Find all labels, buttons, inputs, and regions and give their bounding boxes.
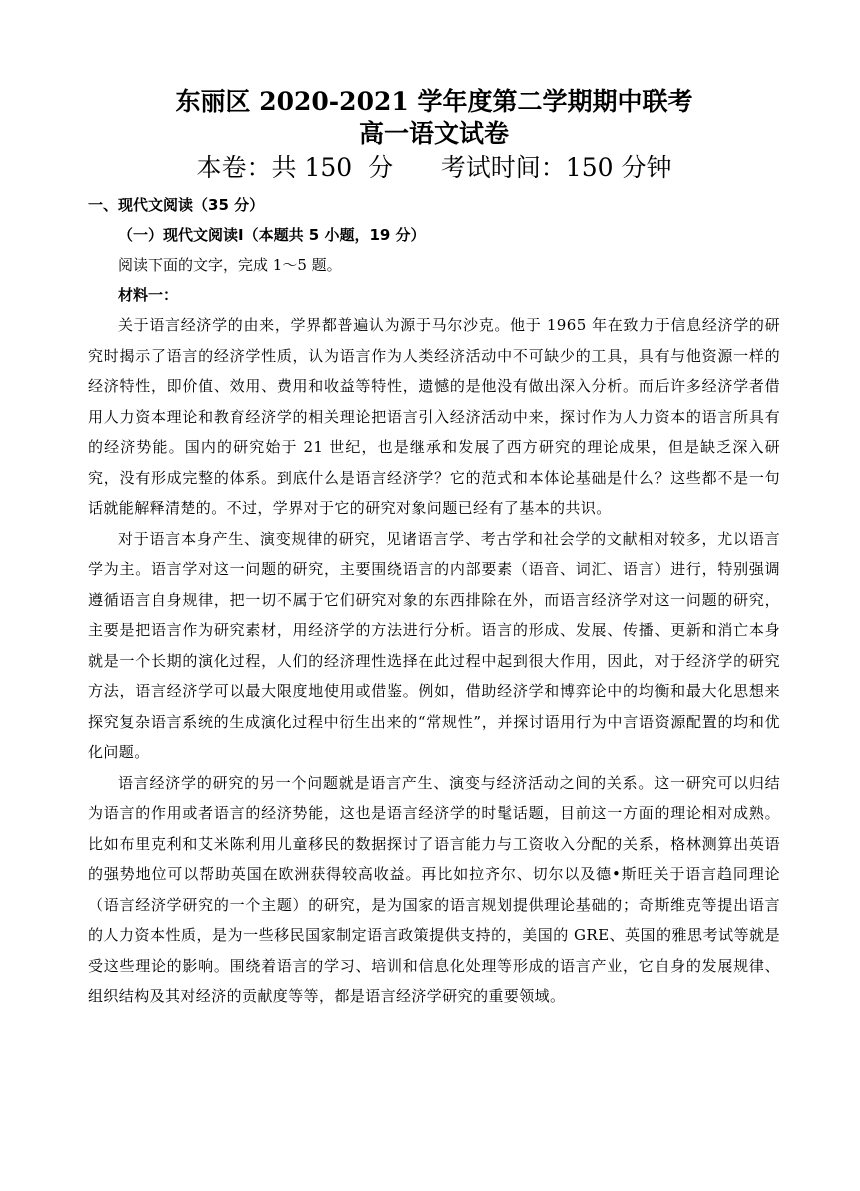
body-paragraph: 语言经济学的研究的另一个问题就是语言产生、演变与经济活动之间的关系。这一研究可以归结为语言的作用或者语言的经济势能，这也是语言经济学的时髦话题，目前这一方面的理论相对成熟。比如布里克利和艾米陈利用儿童移民的数据探讨了语言能力与工资收入分配的关系，格林测算出英语的强势地位可以帮助英国在欧洲获得较高收益。再比如拉齐尔、切尔以及德•斯旺关于语言趋同理论（语言经济学研究的一个主题）的研究，是为国家的语言规划提供理论基础的；奇斯维克等提出语言的人力资本性质，是为一些移民国家制定语言政策提供支持的，美国的 GRE、英国的雅思考试等就是受这些理论的影响。围绕着语言的学习、培训和信息化处理等形成的语言产业，它自身的发展规律、组织结构及其对经济的贡献度等等，都是语言经济学研究的重要领域。: [88, 773, 780, 1005]
material-label: 材料一：: [118, 286, 179, 304]
reading-instruction: 阅读下面的文字，完成 1～5 题。: [118, 256, 342, 274]
subsection-heading: （一）现代文阅读Ⅰ（本题共 5 小题，19 分）: [118, 226, 426, 244]
section-heading: 一、现代文阅读（35 分）: [88, 196, 265, 214]
body-paragraph: 对于语言本身产生、演变规律的研究，见诸语言学、考古学和社会学的文献相对较多，尤以语言学为主。语言学对这一问题的研究，主要围绕语言的内部要素（语音、词汇、语言）进行，特别强调遵循语言自身规律，把一切不属于它们研究对象的东西排除在外，而语言经济学对这一问题的研究，主要是把语言作为研究素材，用经济学的方法进行分析。语言的形成、发展、传播、更新和消亡本身就是一个长期的演化过程，人们的经济理性选择在此过程中起到很大作用，因此，对于经济学的研究方法，语言经济学可以最大限度地使用或借鉴。例如，借助经济学和博弈论中的均衡和最大化思想来探究复杂语言系统的生成演化过程中衍生出来的“常规性”，并探讨语用行为中言语资源配置的均和优化问题。: [88, 529, 780, 761]
body-paragraph: 关于语言经济学的由来，学界都普遍认为源于马尔沙克。他于 1965 年在致力于信息经济学的研究时揭示了语言的经济学性质，认为语言作为人类经济活动中不可缺少的工具，具有与他资源一样的经济特性，即价值、效用、费用和收益等特性，遗憾的是他没有做出深入分析。而后许多经济学者借用人力资本理论和教育经济学的相关理论把语言引入经济活动中来，探讨作为人力资本的语言所具有的经济势能。国内的研究始于 21 世纪，也是继承和发展了西方研究的理论成果，但是缺乏深入研究，没有形成完整的体系。到底什么是语言经济学？它的范式和本体论基础是什么？这些都不是一句话就能解释清楚的。不过，学界对于它的研究对象问题已经有了基本的共识。: [88, 316, 780, 517]
exam-title: 东丽区 2020-2021 学年度第二学期期中联考: [175, 87, 693, 116]
exam-subtitle: 高一语文试卷: [358, 119, 509, 148]
exam-info: 本卷：共 150 分 考试时间：150 分钟: [196, 153, 672, 182]
exam-page: [88, 86, 780, 1012]
